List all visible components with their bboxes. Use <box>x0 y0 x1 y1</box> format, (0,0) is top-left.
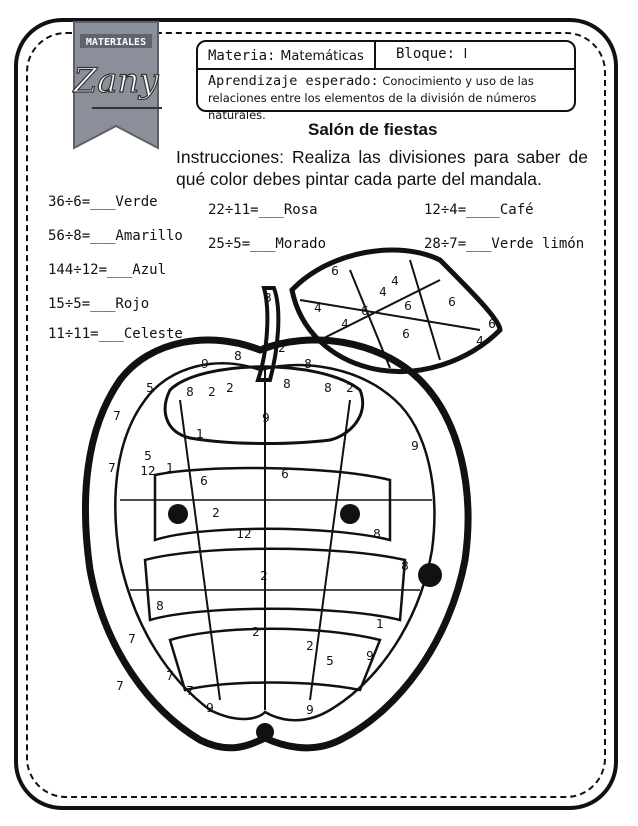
materia-label: Materia: <box>208 48 276 64</box>
region-number: 7 <box>113 409 121 423</box>
region-number: 8 <box>186 385 194 399</box>
region-number: 4 <box>314 301 322 315</box>
region-number: 2 <box>226 381 234 395</box>
aprendizaje-label: Aprendizaje esperado: <box>208 73 379 89</box>
page-title: Salón de fiestas <box>308 120 438 139</box>
equation-rosa: 22÷11=___Rosa <box>208 202 318 218</box>
region-number: 9 <box>206 701 214 715</box>
equation-amarillo: 56÷8=___Amarillo <box>48 228 183 244</box>
region-number: 2 <box>306 639 314 653</box>
region-number: 9 <box>306 703 314 717</box>
region-number: 7 <box>108 461 116 475</box>
region-number: 6 <box>488 317 496 331</box>
region-number: 8 <box>234 349 242 363</box>
region-number: 2 <box>212 506 220 520</box>
header-row <box>198 42 574 70</box>
materia-field <box>208 46 364 64</box>
header-divider <box>374 42 376 68</box>
region-number: 8 <box>401 559 409 573</box>
apple-mandala <box>60 240 496 760</box>
region-number: 9 <box>201 357 209 371</box>
region-number: 6 <box>448 295 456 309</box>
region-number: 1 <box>376 617 384 631</box>
equation-rojo: 15÷5=___Rojo <box>48 296 150 312</box>
equation-celeste: 11÷11=___Celeste <box>48 326 183 342</box>
logo-brand-text: Zany <box>73 61 159 101</box>
region-number: 8 <box>156 599 164 613</box>
region-number: 4 <box>391 274 399 288</box>
region-number: 2 <box>278 341 286 355</box>
lower-band <box>145 549 405 620</box>
region-number: 3 <box>264 291 272 305</box>
region-number: 12 <box>140 464 156 478</box>
bloque-value: I <box>463 47 468 62</box>
region-number: 5 <box>326 654 334 668</box>
region-number: 8 <box>304 357 312 371</box>
region-number: 7 <box>166 669 174 683</box>
region-number: 7 <box>128 632 136 646</box>
region-number: 2 <box>252 625 260 639</box>
region-number: 9 <box>366 649 374 663</box>
region-number: 6 <box>404 299 412 313</box>
bloque-label: Bloque: <box>396 46 456 62</box>
leaf-shape <box>292 250 500 372</box>
equation-cafe: 12÷4=____Café <box>424 202 534 218</box>
instructions: Instrucciones: Realiza las divisiones para saber de qué color debes pintar cada parte del mandala. <box>176 147 588 189</box>
region-number: 7 <box>186 684 194 698</box>
region-number: 8 <box>324 381 332 395</box>
region-number: 4 <box>341 317 349 331</box>
region-number: 5 <box>144 449 152 463</box>
equation-verde: 36÷6=___Verde <box>48 194 158 210</box>
equation-verde-limon: 28÷7=___Verde limón <box>424 236 585 252</box>
region-number: 6 <box>200 474 208 488</box>
region-number: 5 <box>146 381 154 395</box>
bottom-band <box>170 629 380 690</box>
region-number: 9 <box>262 411 270 425</box>
logo-top-text: MATERIALES <box>85 37 147 48</box>
region-number: 8 <box>283 377 291 391</box>
equation-morado: 25÷5=___Morado <box>208 236 327 252</box>
aprendizaje-field <box>208 73 568 124</box>
inner-ring <box>115 363 434 720</box>
region-number: 4 <box>379 285 387 299</box>
region-number: 6 <box>281 467 289 481</box>
materia-value: Matemáticas <box>280 49 364 64</box>
brand-logo <box>62 22 170 152</box>
region-number: 1 <box>196 427 204 441</box>
header-box <box>196 40 576 122</box>
region-number: 2 <box>208 385 216 399</box>
region-number: 8 <box>373 527 381 541</box>
region-number: 7 <box>116 679 124 693</box>
region-number: 2 <box>260 569 268 583</box>
region-number: 9 <box>411 439 419 453</box>
aprendizaje-value: Conocimiento y uso de las relaciones entre los elementos de la división de números naturales. <box>208 74 537 122</box>
region-number: 12 <box>236 527 252 541</box>
region-number: 2 <box>346 381 354 395</box>
region-number: 6 <box>331 264 339 278</box>
bloque-field <box>396 46 467 62</box>
region-number: 6 <box>402 327 410 341</box>
region-number: 1 <box>166 461 174 475</box>
region-number: 4 <box>476 334 484 348</box>
equation-azul: 144÷12=___Azul <box>48 262 167 278</box>
region-number: 6 <box>361 304 369 318</box>
